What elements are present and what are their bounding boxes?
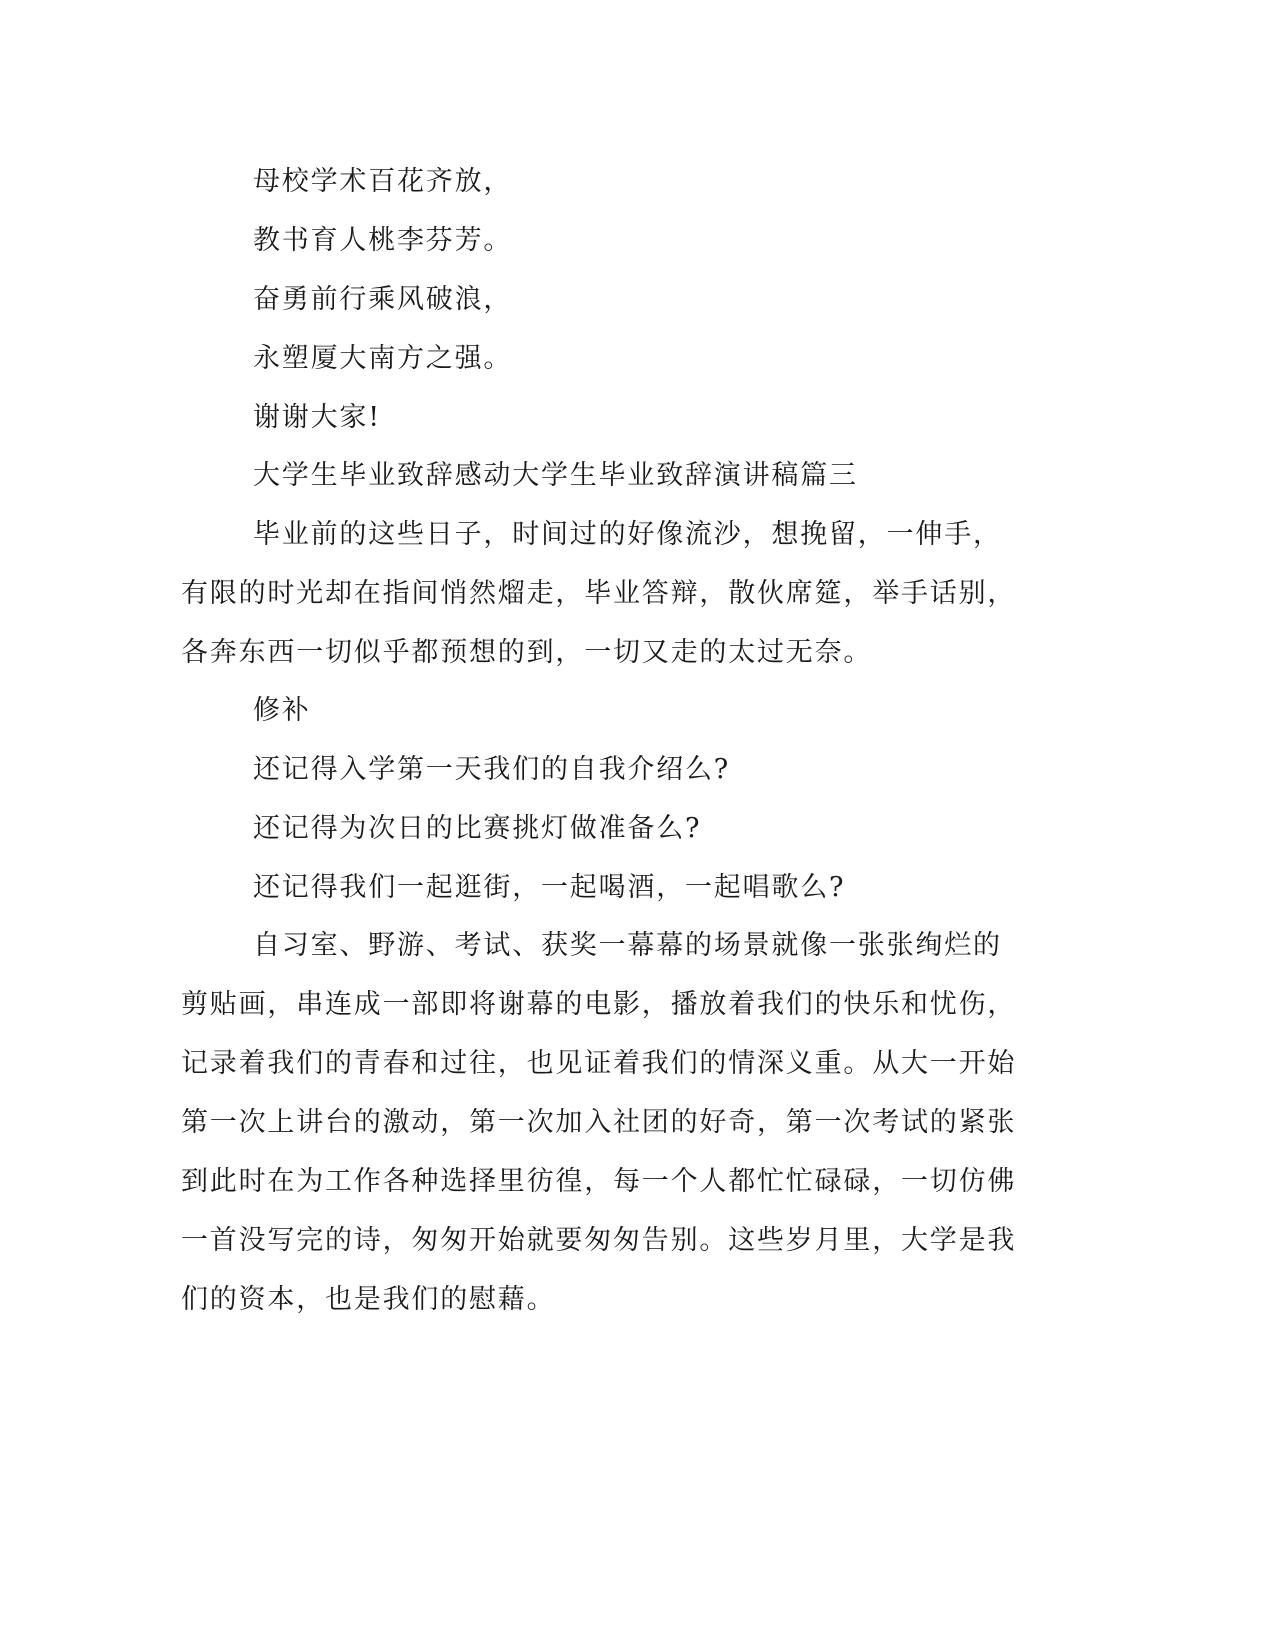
section-title: 大学生毕业致辞感动大学生毕业致辞演讲稿篇三: [253, 460, 858, 491]
poem-line-4: 永塑厦大南方之强。: [253, 343, 513, 374]
poem-line-3: 奋勇前行乘风破浪，: [253, 284, 513, 315]
poem-line-2: 教书育人桃李芬芳。: [253, 225, 513, 256]
question-line-1: 还记得入学第一天我们的自我介绍么?: [253, 754, 731, 785]
question-line-2: 还记得为次日的比赛挑灯做准备么?: [253, 813, 702, 844]
poem-line-1: 母校学术百花齐放，: [253, 166, 513, 197]
question-line-3: 还记得我们一起逛街，一起喝酒，一起唱歌么?: [253, 872, 846, 903]
short-line: 修补: [253, 695, 311, 726]
paragraph-1: 毕业前的这些日子，时间过的好像流沙，想挽留，一伸手，有限的时光却在指间悄然熘走，毕业答辩，散伙席筵，举手话别，各奔东西一切似乎都预想的到，一切又走的太过无奈。: [181, 519, 1017, 668]
thanks-line: 谢谢大家!: [253, 402, 381, 433]
paragraph-2: 自习室、野游、考试、获奖一幕幕的场景就像一张张绚烂的剪贴画，串连成一部即将谢幕的电影，播放着我们的快乐和忧伤，记录着我们的青春和过往，也见证着我们的情深义重。从大一开始第一次上讲台的激动，第一次加入社团的好奇，第一次考试的紧张到此时在为工作各种选择里彷徨，每一个人都忙忙碌碌，一切仿佛一首没写完的诗，匆匆开始就要匆匆告别。这些岁月里，大学是我们的资本，也是我们的慰藉。: [181, 930, 1017, 1315]
